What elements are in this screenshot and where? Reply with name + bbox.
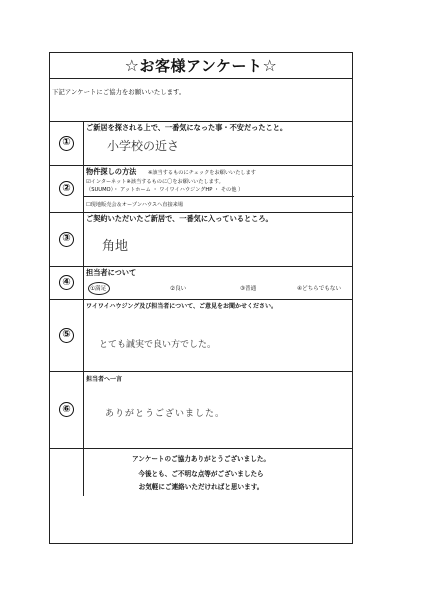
divider: [50, 266, 352, 267]
star-icon-left: ☆: [124, 56, 140, 75]
q4-option-neither: ④どちらでもない: [297, 286, 342, 292]
q5-question: ワイワイハウジング及び担当者について、ご意見をお聞かせください。: [86, 303, 278, 310]
q4-selected-mark: [88, 282, 110, 295]
survey-title: [50, 53, 352, 78]
divider: [50, 448, 352, 449]
q6-question: 担当者へ一言: [86, 376, 123, 383]
q6-number: ⑥: [59, 402, 74, 417]
footer-thanks: アンケートのご協力ありがとうございました。: [131, 455, 271, 463]
q1-answer: 小学校の近さ: [107, 139, 180, 153]
q2-line-openhouse: ☐現地販売会＆オープンハウスへ直接来場: [86, 202, 184, 208]
q3-question: ご契約いただいたご新居で、一番気に入っているところ。: [86, 214, 273, 223]
q4-option-normal: ③普通: [240, 286, 257, 292]
q1-number-cell: [50, 121, 83, 165]
footer-line2: 今後とも、ご不明な点等がございましたら: [138, 470, 264, 478]
q2-line-internet: ☑インターネット※該当するものに〇をお願いいたします。: [86, 179, 224, 185]
q6-answer: ありがとうございました。: [105, 409, 226, 419]
survey-sheet: [49, 52, 353, 544]
q4-number: ④: [59, 275, 74, 290]
title-text: お客様アンケート: [139, 57, 263, 75]
q4-question: 担当者について: [86, 268, 137, 277]
divider: [50, 165, 352, 166]
q2-number-cell: [50, 165, 83, 212]
divider: [50, 299, 352, 300]
q5-number: ⑤: [59, 328, 74, 343]
q2-line-sites: （SUUMO）・ アットホーム ・ ワイワイハウジングHP ・ その他 ）: [86, 187, 244, 193]
divider: [50, 212, 352, 213]
q1-number: ①: [59, 136, 74, 151]
q2-question: 物件探しの方法: [86, 167, 137, 176]
q5-number-cell: [50, 299, 83, 371]
q3-answer: 角地: [102, 239, 129, 254]
intro-text: 下記アンケートにご協力をお願いいたします。: [52, 88, 186, 96]
divider: [83, 196, 354, 197]
q6-number-cell: [50, 371, 83, 448]
column-divider: [83, 121, 84, 496]
divider: [50, 121, 352, 122]
divider: [50, 78, 352, 79]
q2-number: ②: [59, 181, 74, 196]
q4-number-cell: [50, 266, 83, 299]
star-icon-right: ☆: [262, 56, 278, 75]
q5-answer: とても誠実で良い方でした。: [99, 340, 217, 350]
q4-option-satisfied: ①満足: [90, 286, 107, 292]
q4-option-good: ②良い: [170, 286, 187, 292]
q3-number-cell: [50, 212, 83, 266]
q2-note: ※該当するものにチェックをお願いいたします: [148, 170, 256, 176]
footer-line3: お気軽にご連絡いただければと思います。: [138, 483, 264, 491]
q1-question: ご新居を探される上で、一番気になった事・不安だったこと。: [86, 123, 288, 132]
q3-number: ③: [59, 232, 74, 247]
divider: [50, 371, 352, 372]
